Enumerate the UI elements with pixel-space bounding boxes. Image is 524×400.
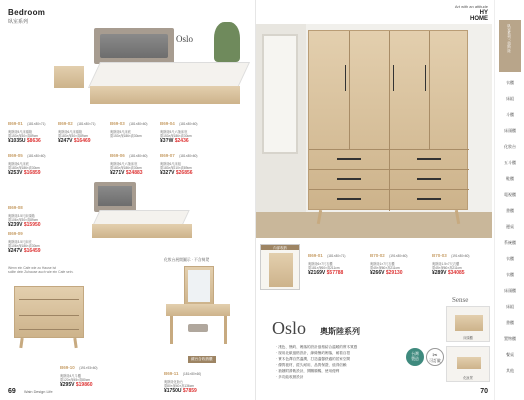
sidebar-item[interactable]: 衣櫃 [506, 256, 514, 261]
wall-window [256, 24, 306, 238]
thumb-stool [446, 346, 490, 382]
wardrobe [308, 30, 468, 210]
sidebar-item[interactable]: 書櫃 [506, 208, 514, 213]
product-sale: $19860 [75, 382, 93, 388]
bed-mattress [88, 62, 250, 88]
product-b69-01 [8, 112, 54, 144]
product-b69-04 [160, 112, 206, 144]
product-b69-03 [110, 112, 156, 138]
product-sale: $29130 [385, 270, 403, 276]
product-size: (181×80×71) [27, 122, 46, 126]
bed-photo-large [54, 22, 254, 112]
product-price: ¥327V [160, 170, 175, 176]
product-spec: 奧斯陸化妝台 寬80×深40×高136cm [164, 380, 194, 388]
product-price: ¥239V [8, 222, 23, 228]
product-sale: $26856 [175, 170, 193, 176]
feature-item: · 淺色、簡約、俐落的設計風格結合溫暖的實木質感 [276, 345, 358, 349]
sidebar-item[interactable]: 電視櫃 [504, 192, 516, 197]
single-bed-base [92, 224, 192, 238]
product-code: B70-02 [370, 253, 385, 258]
sidebar-active-tab[interactable] [499, 20, 521, 72]
header-brand-line2: HOME [470, 16, 488, 22]
sidebar-item[interactable]: 床頭櫃 [504, 288, 516, 293]
category-title: Bedroom [8, 8, 46, 17]
feature-item: · 多功能收納設計 [276, 375, 304, 379]
product-spec: 奧斯陸6×7尺衣櫃 寬181×深60×高211cm [308, 262, 340, 270]
wardrobe-photo [256, 24, 492, 238]
right-header [455, 4, 488, 22]
product-spec: 奧斯陸1.5×7尺衣櫃 寬45×深60×高211cm [432, 262, 462, 270]
product-code: B69-01 [8, 121, 23, 126]
sidebar-item[interactable]: 衣櫃 [506, 80, 514, 85]
product-size: (181×80×60) [179, 154, 198, 158]
product-sale: $16469 [73, 138, 91, 144]
product-price: ¥271V [110, 170, 125, 176]
product-spec: 奧斯陸5尺床底 寬153×深186×高30cm [110, 130, 142, 138]
product-sale: $16459 [23, 248, 41, 254]
footer-text: Wain Design Life [24, 390, 53, 394]
feature-list [276, 344, 406, 380]
product-price: ¥266V [370, 270, 385, 276]
product-code: B69-11 [164, 371, 179, 376]
product-price: ¥253V [8, 170, 23, 176]
product-price: ¥295V [60, 382, 75, 388]
sidebar-item[interactable]: 床組 [506, 304, 514, 309]
sidebar-item[interactable]: 五斗櫃 [504, 160, 516, 165]
product-code: B69-03 [110, 121, 125, 126]
product-size: (191×80×60) [389, 254, 408, 258]
product-spec: 奧斯陸5尺床頭箱 寬153×深30×高89cm [8, 130, 38, 138]
product-code: B69-04 [160, 121, 175, 126]
product-wardrobe-3 [432, 244, 490, 276]
vanity-stool [188, 324, 208, 332]
dresser-photo [14, 286, 84, 348]
product-price: ¥247V [8, 248, 23, 254]
thumb-label: 床頭櫃 [463, 336, 473, 340]
plant-decor [214, 22, 240, 62]
feature-item: · 實木色澤自然溫潤，打造溫馨舒適的居家空間 [276, 357, 351, 361]
product-price: ¥2169V [308, 270, 326, 276]
product-b69-02 [58, 112, 104, 144]
feature-item: · 抽屜附滑軌設計，開關順暢，使用便利 [276, 369, 340, 373]
product-spec: 奧斯陸6尺六抽床底 寬183×深186×高30cm [110, 162, 142, 170]
product-b69-05 [8, 144, 54, 176]
product-price: ¥247V [58, 138, 73, 144]
product-size: (181×80×71) [327, 254, 346, 258]
sidebar-item[interactable]: 其他 [506, 368, 514, 373]
wardrobe-interior-inset [260, 244, 300, 290]
product-spec: 奧斯陸4尺斗櫃 寬120×深45×高80cm [60, 374, 90, 382]
product-code: B69-01 [308, 253, 323, 258]
vanity-tag: 鏡台含收納櫃 [188, 356, 216, 363]
dresser-note: Wenn ein Cafe wie zu Hause ist sollte dein Zuhause auch wie ein Cafe sein. [8, 266, 74, 275]
product-code: B69-09 [8, 231, 23, 236]
header-tagline: Art with an attitude [454, 4, 488, 9]
thumb-nightstand [446, 306, 490, 342]
sidebar-item[interactable]: 化妝台 [504, 144, 516, 149]
vanity-photo [160, 266, 234, 354]
product-b69-11 [164, 362, 234, 394]
left-page [0, 0, 256, 400]
sidebar-item[interactable]: 置物櫃 [504, 336, 516, 341]
product-b69-10 [60, 356, 130, 388]
product-size: (181×80×60) [27, 154, 46, 158]
product-spec: 奧斯陸3.5尺床頭箱 寬106×深30×高89cm [8, 214, 38, 222]
product-size: (181×80×60) [129, 122, 148, 126]
product-sale: $8636 [26, 138, 41, 144]
header-brand-line1: HY [479, 10, 488, 16]
product-price: ¥289V [432, 270, 447, 276]
product-code: B70-03 [432, 253, 447, 258]
right-page [256, 0, 524, 400]
series-title: Oslo [272, 318, 307, 338]
bed-brand-label: Oslo [176, 34, 194, 44]
product-sale: $7859 [182, 388, 197, 394]
page-number-right: 70 [480, 388, 488, 395]
single-bed-headboard [94, 182, 136, 212]
product-size: (181×80×60) [182, 372, 202, 376]
bed-headboard [94, 28, 174, 64]
product-sale: $2436 [174, 138, 189, 144]
product-sale: $15950 [23, 222, 41, 228]
product-size: (191×80×60) [451, 254, 470, 258]
product-code: B69-08 [8, 205, 23, 210]
product-code: B69-02 [58, 121, 73, 126]
series-title-cn: 奧斯陸系列 [320, 327, 360, 336]
sidebar-item[interactable]: 系統櫃 [504, 240, 516, 245]
single-bed-photo [86, 182, 206, 248]
sidebar-item[interactable]: 餐桌 [506, 352, 514, 357]
bed-base [90, 86, 240, 104]
product-code: B69-05 [8, 153, 23, 158]
tools-icon: ✂ [432, 353, 438, 359]
sidebar-active-label: 臥室系列 / 奧斯陸 [507, 24, 512, 53]
sidebar-item[interactable]: 床組 [506, 96, 514, 101]
product-price: ¥3?W [160, 138, 174, 144]
made-in-taiwan-badge: 台灣 製造 [406, 348, 424, 366]
product-b69-07 [160, 144, 206, 176]
sidebar-item[interactable]: 書櫃 [506, 320, 514, 325]
product-wardrobe-2 [370, 244, 428, 276]
product-spec: 奧斯陸6尺床組 寬183×深210×高89cm [160, 162, 192, 170]
page-number-left: 69 [8, 388, 16, 395]
thumb-label: 化妝凳 [463, 376, 473, 380]
product-size: (181×80×71) [77, 122, 96, 126]
product-sale: $34085 [447, 270, 465, 276]
feature-item: · 採用北歐風格設計，線條簡約俐落，耐看百搭 [276, 351, 351, 355]
product-spec: 奧斯陸1×7尺衣櫃 寬45×深60×高211cm [370, 262, 400, 270]
product-b69-06 [110, 144, 156, 176]
category-subtitle: 臥室系列 [8, 19, 29, 25]
product-price: ¥1035U [8, 138, 26, 144]
feature-item: · 優質板材，經久耐用，品質保證，值得信賴 [276, 363, 347, 367]
sidebar-item[interactable]: 衣櫃 [506, 272, 514, 277]
custom-order-label: 可訂做 [429, 359, 441, 363]
product-spec: 奧斯陸6尺床底 寬183×深186×高30cm [8, 162, 40, 170]
vanity-caption: 化妝台展開圖示 · 不含椅凳 [164, 258, 210, 262]
sidebar-item[interactable]: 床頭櫃 [504, 128, 516, 133]
product-code: B69-10 [60, 365, 75, 370]
product-spec: 奧斯陸3.5尺床底 寬106×深186×高30cm [8, 240, 40, 248]
product-price: ¥1750U [164, 388, 182, 394]
product-sale: $16859 [23, 170, 41, 176]
product-b69-09 [8, 222, 78, 254]
product-sale: $24883 [125, 170, 143, 176]
product-code: B69-07 [160, 153, 175, 158]
sidebar-index [494, 0, 524, 400]
sidebar-item[interactable]: 斗櫃 [506, 112, 514, 117]
product-spec: 奧斯陸5尺六抽床底 寬153×深186×高30cm [160, 130, 192, 138]
product-wardrobe-1 [308, 244, 366, 276]
product-spec: 奧斯陸6尺床頭箱 寬183×深30×高89cm [58, 130, 88, 138]
product-size: (191×93×60) [79, 366, 98, 370]
product-code: B69-06 [110, 153, 125, 158]
product-size: (181×80×60) [179, 122, 198, 126]
product-sale: $57788 [326, 270, 344, 276]
custom-order-badge [426, 348, 444, 366]
product-size: (181×80×60) [129, 154, 148, 158]
sidebar-item[interactable]: 鞋櫃 [506, 176, 514, 181]
nightstand [54, 66, 84, 88]
sidebar-item[interactable]: 邊桌 [506, 224, 514, 229]
sense-label: Sense [452, 296, 469, 304]
inset-label: 內部收納 [261, 245, 299, 250]
